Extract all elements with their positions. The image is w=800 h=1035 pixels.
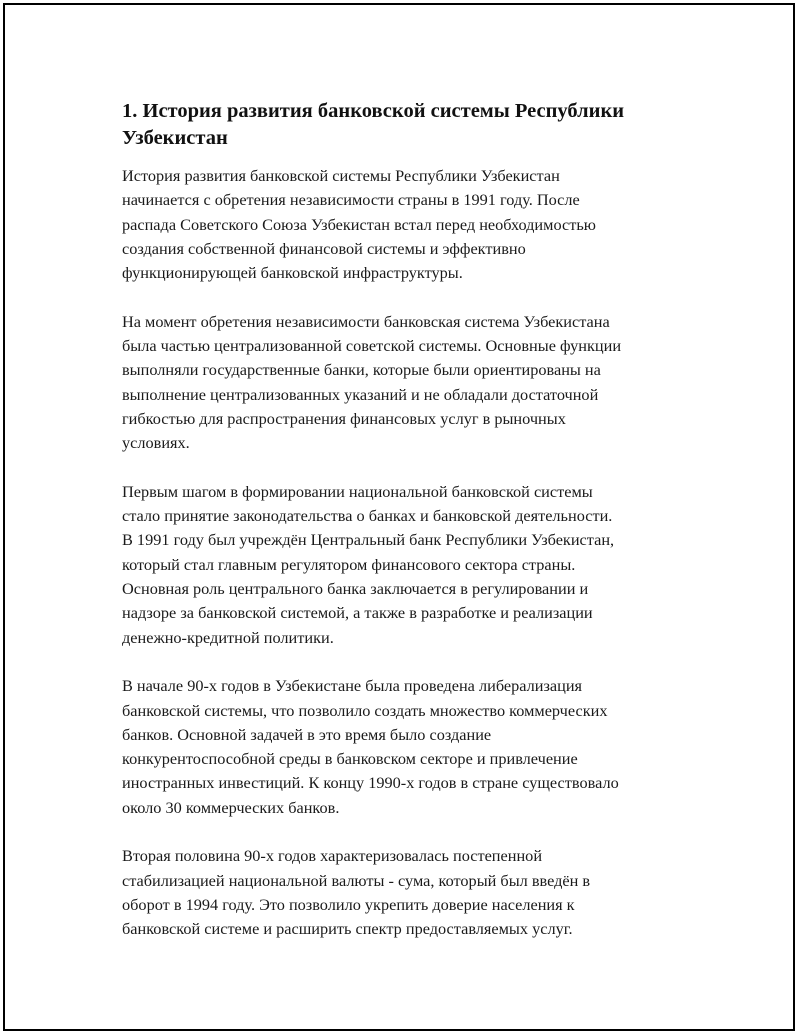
text-line: иностранных инвестиций. К концу 1990-х годов в стране существовало bbox=[122, 773, 619, 793]
text-line: банковской системы, что позволило создать множество коммерческих bbox=[122, 700, 608, 720]
text-line: выполнение централизованных указаний и не обладали достаточной bbox=[122, 384, 599, 404]
text-line: История развития банковской системы Республики Узбекистан bbox=[122, 166, 560, 185]
text-line: В 1991 году был учреждён Центральный банк Республики Узбекистан, bbox=[122, 530, 615, 550]
text-line: начинается с обретения независимости страны в 1991 году. После bbox=[122, 190, 580, 210]
text-line: создания собственной финансовой системы и эффективно bbox=[122, 238, 526, 258]
paragraph-2 bbox=[122, 310, 694, 456]
text-line: конкурентоспособной среды в банковском секторе и привлечение bbox=[122, 749, 578, 769]
text-line: условиях. bbox=[122, 433, 190, 453]
page-title bbox=[122, 98, 694, 152]
text-line: гибкостью для распространения финансовых услуг в рыночных bbox=[122, 408, 566, 428]
document-content bbox=[122, 98, 694, 942]
text-line: около 30 коммерческих банков. bbox=[122, 797, 340, 817]
text-line: Первым шагом в формировании национальной банковской системы bbox=[122, 481, 593, 501]
text-line: банков. Основной задачей в это время было создание bbox=[122, 724, 492, 744]
page-frame bbox=[3, 3, 795, 1031]
title-line: 1. История развития банковской системы Республики bbox=[122, 100, 625, 122]
text-line: Основная роль центрального банка заключается в регулировании и bbox=[122, 579, 589, 599]
text-line: стало принятие законодательства о банках и банковской деятельности. bbox=[122, 506, 613, 526]
text-line: В начале 90-х годов в Узбекистане была проведена либерализация bbox=[122, 676, 583, 696]
text-line: банковской системе и расширить спектр предоставляемых услуг. bbox=[122, 919, 573, 939]
paragraph-1 bbox=[122, 164, 694, 285]
text-line: На момент обретения независимости банковская система Узбекистана bbox=[122, 311, 610, 331]
text-line: денежно-кредитной политики. bbox=[122, 627, 334, 647]
text-line: оборот в 1994 году. Это позволило укрепить доверие населения к bbox=[122, 894, 575, 914]
text-line: выполняли государственные банки, которые были ориентированы на bbox=[122, 360, 601, 380]
text-line: распада Советского Союза Узбекистан встал перед необходимостью bbox=[122, 214, 596, 234]
title-line: Узбекистан bbox=[122, 127, 228, 149]
text-line: была частью централизованной советской системы. Основные функции bbox=[122, 336, 622, 356]
text-line: Вторая половина 90-х годов характеризовалась постепенной bbox=[122, 846, 543, 866]
paragraph-4 bbox=[122, 674, 694, 820]
text-line: который стал главным регулятором финансового сектора страны. bbox=[122, 554, 576, 574]
paragraph-5 bbox=[122, 844, 694, 941]
text-line: функционирующей банковской инфраструктуры. bbox=[122, 263, 463, 283]
paragraph-3 bbox=[122, 480, 694, 650]
text-line: надзоре за банковской системой, а также в разработке и реализации bbox=[122, 603, 593, 623]
text-line: стабилизацией национальной валюты - сума, который был введён в bbox=[122, 870, 591, 890]
